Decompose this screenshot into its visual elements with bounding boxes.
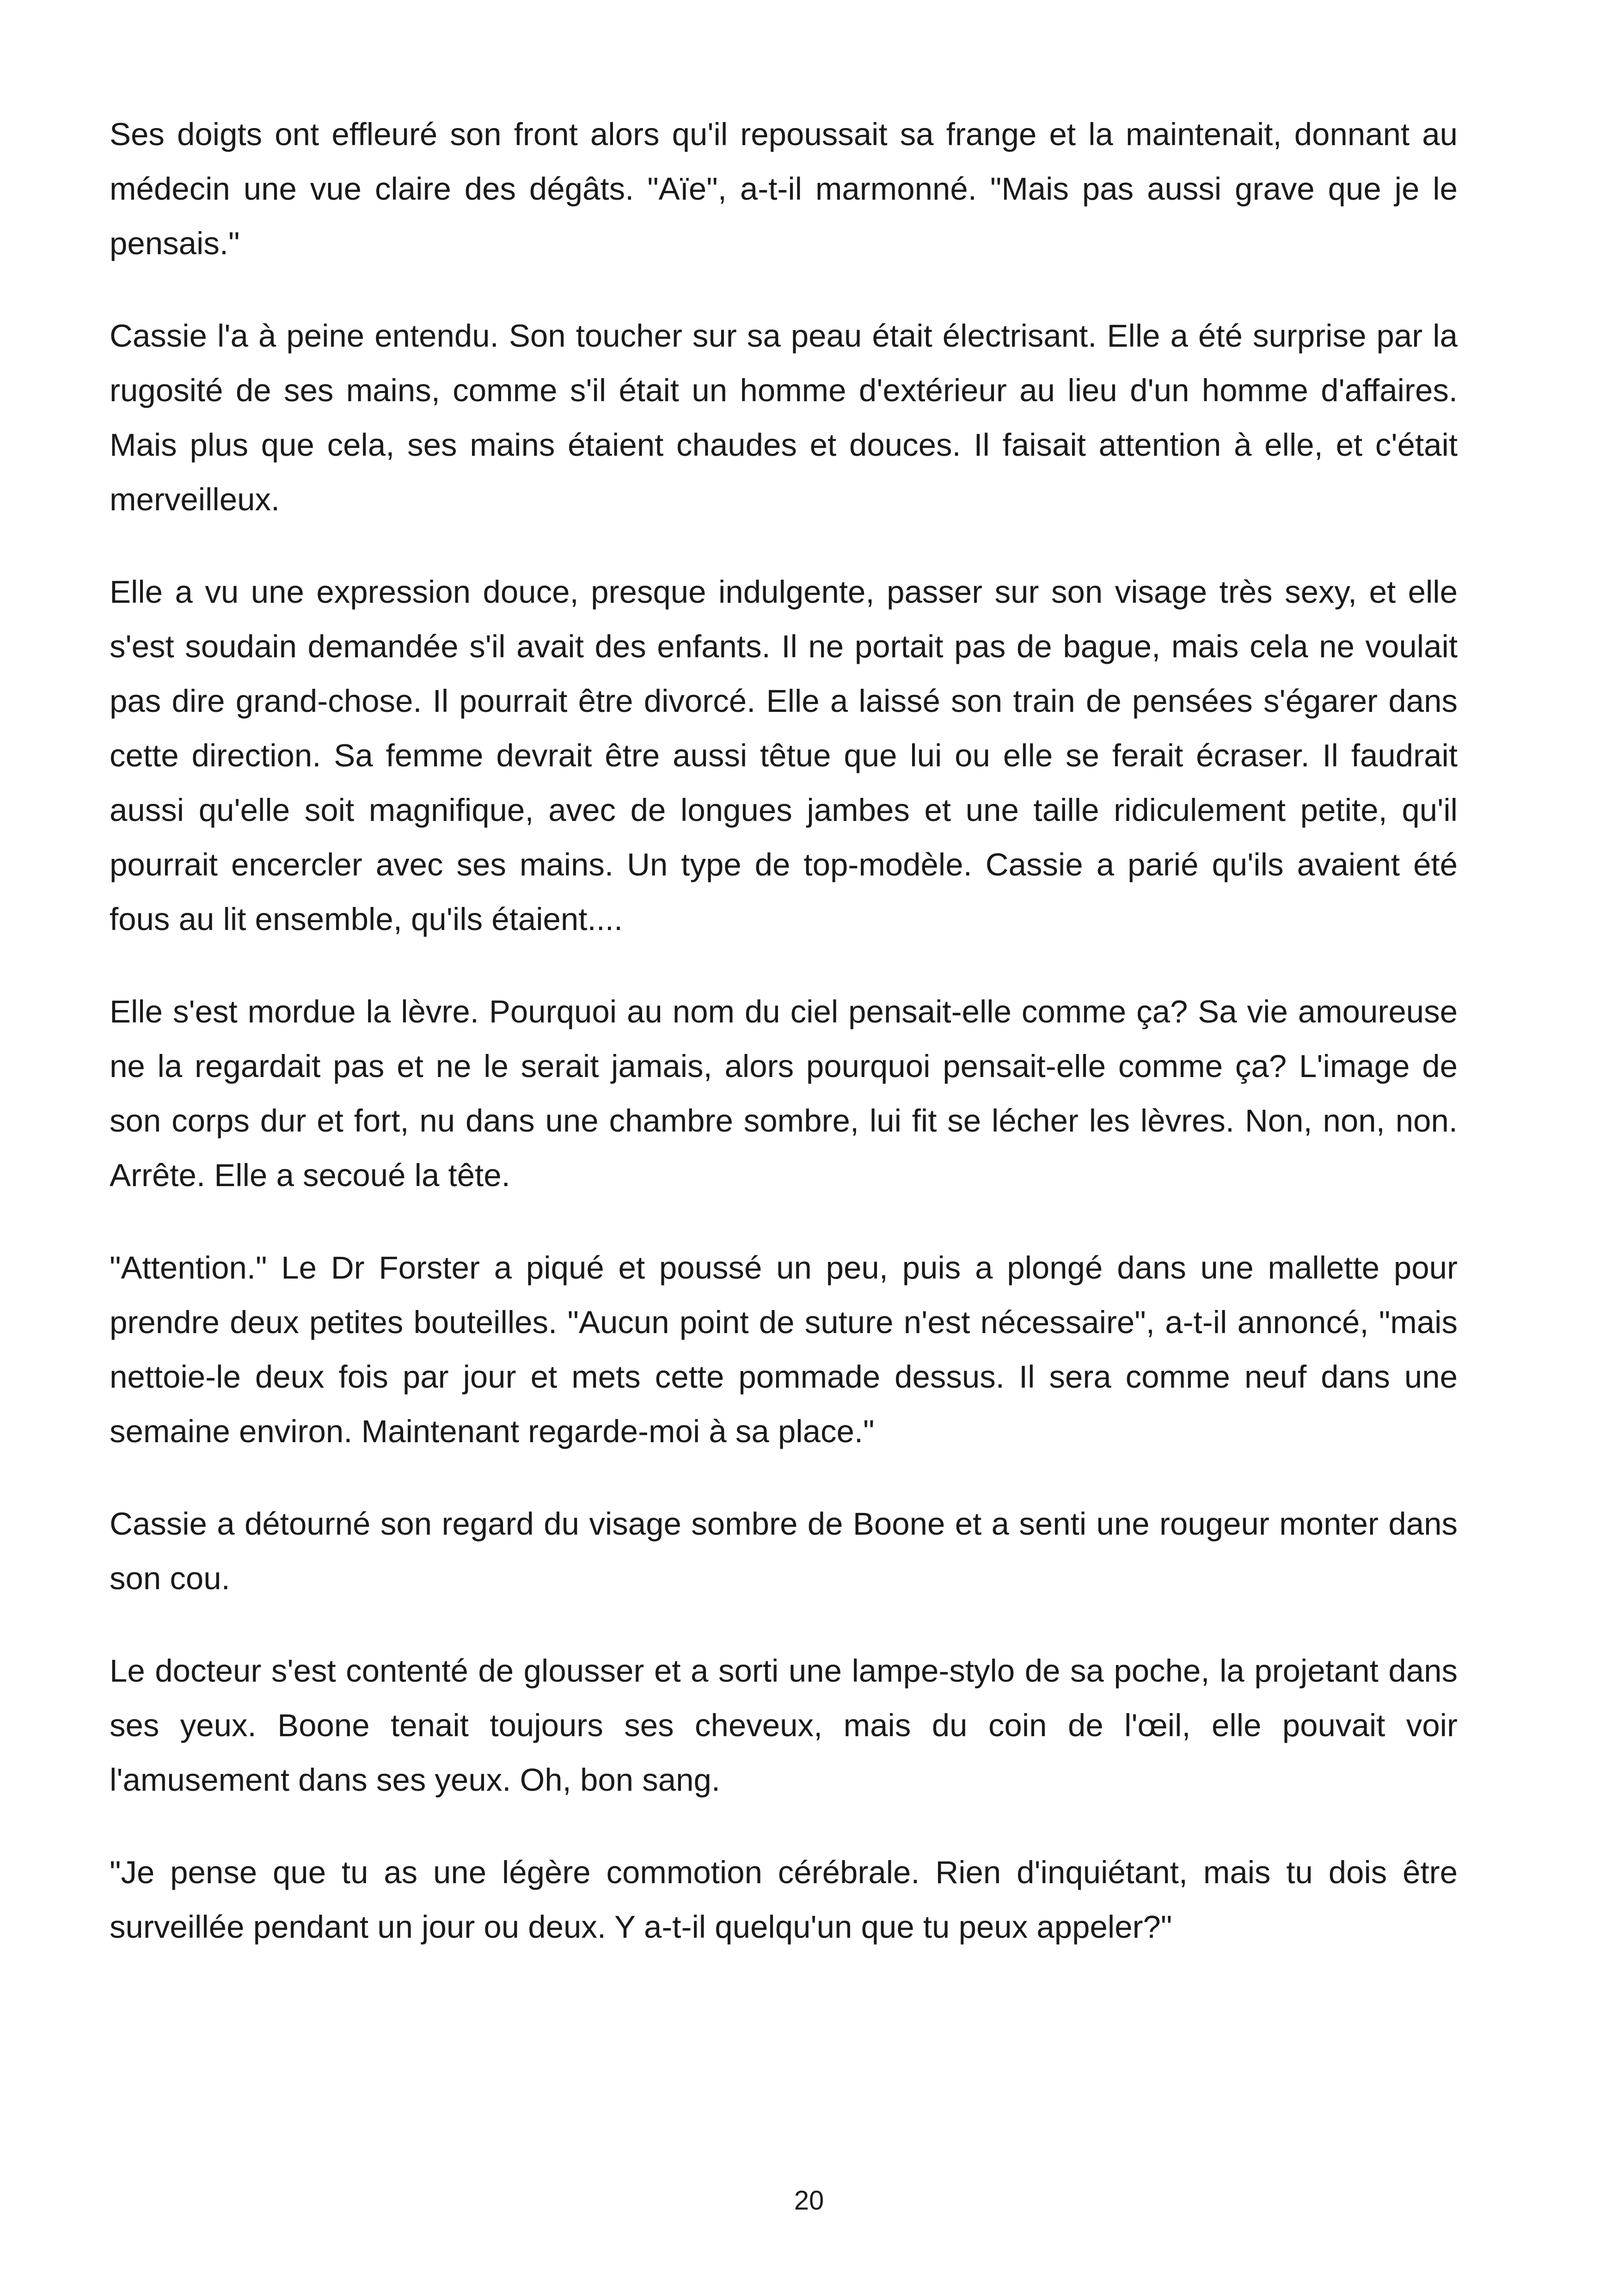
page-number: 20 xyxy=(794,2186,824,2216)
paragraph: Cassie l'a à peine entendu. Son toucher sur sa peau était électrisant. Elle a été surprise par la rugosité de ses mains, comme s'il était un homme d'extérieur au lieu d'un homme d'affaires. Mais plus que cela, ses mains étaient chaudes et douces. Il faisait attention à elle, et c'était merveilleux. xyxy=(110,318,1458,517)
body-text xyxy=(110,107,1458,1992)
paragraph: "Attention." Le Dr Forster a piqué et poussé un peu, puis a plongé dans une mallette pour prendre deux petites bouteilles. "Aucun point de suture n'est nécessaire", a-t-il annoncé, "mais nettoie-le deux fois par jour et mets cette pommade dessus. Il sera comme neuf dans une semaine environ. Maintenant regarde-moi à sa place." xyxy=(110,1250,1458,1449)
paragraph: Le docteur s'est contenté de glousser et a sorti une lampe-stylo de sa poche, la projetant dans ses yeux. Boone tenait toujours ses cheveux, mais du coin de l'œil, elle pouvait voir l'amusement dans ses yeux. Oh, bon sang. xyxy=(110,1653,1458,1798)
paragraph: Elle a vu une expression douce, presque indulgente, passer sur son visage très sexy, et elle s'est soudain demandée s'il avait des enfants. Il ne portait pas de bague, mais cela ne voulait pas dire grand-chose. Il pourrait être divorcé. Elle a laissé son train de pensées s'égarer dans cette direction. Sa femme devrait être aussi têtue que lui ou elle se ferait écraser. Il faudrait aussi qu'elle soit magnifique, avec de longues jambes et une taille ridiculement petite, qu'il pourrait encercler avec ses mains. Un type de top-modèle. Cassie a parié qu'ils avaient été fous au lit ensemble, qu'ils étaient.... xyxy=(110,574,1458,937)
paragraph: Ses doigts ont effleuré son front alors qu'il repoussait sa frange et la maintenait, donnant au médecin une vue claire des dégâts. "Aïe", a-t-il marmonné. "Mais pas aussi grave que je le pensais." xyxy=(110,116,1458,261)
paragraph: "Je pense que tu as une légère commotion cérébrale. Rien d'inquiétant, mais tu dois être surveillée pendant un jour ou deux. Y a-t-il quelqu'un que tu peux appeler?" xyxy=(110,1855,1458,1945)
paragraph: Cassie a détourné son regard du visage sombre de Boone et a senti une rougeur monter dans son cou. xyxy=(110,1506,1458,1596)
paragraph: Elle s'est mordue la lèvre. Pourquoi au nom du ciel pensait-elle comme ça? Sa vie amoureuse ne la regardait pas et ne le serait jamais, alors pourquoi pensait-elle comme ça? L'image de son corps dur et fort, nu dans une chambre sombre, lui fit se lécher les lèvres. Non, non, non. Arrête. Elle a secoué la tête. xyxy=(110,994,1458,1193)
